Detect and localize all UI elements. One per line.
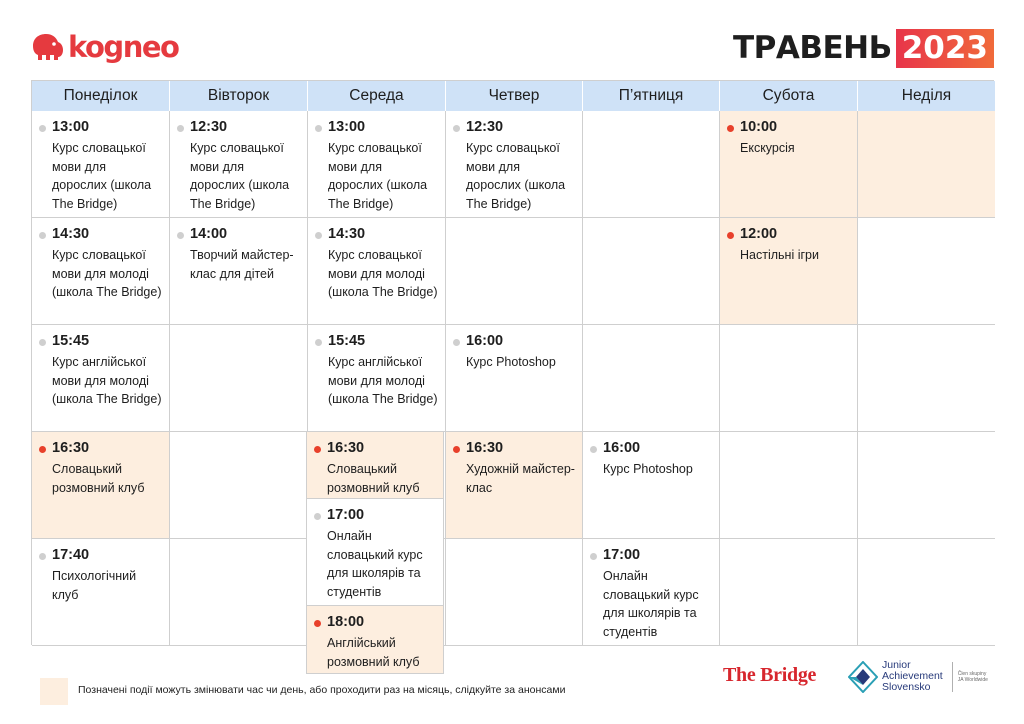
event-time: 15:45 xyxy=(328,333,366,349)
event-title: Курс словацької мови для дорослих (школа The Bridge) xyxy=(190,141,290,211)
event-time: 13:00 xyxy=(328,119,366,135)
day-header-mon: Понеділок xyxy=(32,81,170,111)
day-header-wed: Середа xyxy=(308,81,446,111)
event-card xyxy=(170,218,308,325)
event-card xyxy=(583,432,720,539)
event-dot xyxy=(39,125,46,132)
empty-cell xyxy=(858,539,995,646)
event-time: 10:00 xyxy=(740,119,778,135)
event-time: 14:30 xyxy=(52,226,90,242)
empty-cell xyxy=(446,539,583,646)
year-badge: 2023 xyxy=(896,29,994,68)
day-header-sat: Субота xyxy=(720,81,858,111)
ja-name xyxy=(882,660,943,693)
empty-cell xyxy=(583,218,720,325)
event-title: Курс Photoshop xyxy=(466,355,556,369)
empty-cell xyxy=(720,539,858,646)
empty-cell xyxy=(170,432,308,539)
event-time: 16:30 xyxy=(52,440,90,456)
event-dot xyxy=(453,125,460,132)
empty-cell xyxy=(170,539,308,646)
event-card xyxy=(32,539,170,646)
day-header-tue: Вівторок xyxy=(170,81,308,111)
event-dot xyxy=(177,232,184,239)
event-time: 16:30 xyxy=(327,440,365,456)
event-card xyxy=(306,431,444,499)
kogneo-logo xyxy=(30,28,178,66)
highlighted-empty-cell xyxy=(858,111,995,218)
empty-cell xyxy=(720,325,858,432)
event-time: 16:00 xyxy=(603,440,641,456)
event-dot xyxy=(727,125,734,132)
event-card xyxy=(308,111,446,218)
event-dot xyxy=(727,232,734,239)
ja-mark-icon xyxy=(848,661,878,693)
empty-cell xyxy=(858,325,995,432)
event-card xyxy=(306,498,444,606)
event-title: Творчий майстер-клас для дітей xyxy=(190,248,294,281)
event-card xyxy=(32,325,170,432)
event-card xyxy=(446,325,583,432)
day-header-fri: П’ятниця xyxy=(583,81,720,111)
event-title: Курс словацької мови для дорослих (школа The Bridge) xyxy=(328,141,428,211)
event-dot xyxy=(315,339,322,346)
event-title: Курс англійської мови для молоді (школа The Bridge) xyxy=(328,355,438,407)
brand-name: kogneo xyxy=(68,30,179,64)
event-card xyxy=(306,605,444,674)
event-title: Онлайн словацький курс для школярів та студентів xyxy=(327,529,423,599)
ja-line: Achievement xyxy=(882,670,943,682)
event-time: 18:00 xyxy=(327,614,365,630)
event-time: 14:00 xyxy=(190,226,228,242)
event-title: Курс словацької мови для молоді (школа The Bridge) xyxy=(52,248,162,300)
event-card xyxy=(720,218,858,325)
ja-small-line: JA Worldwide xyxy=(957,676,988,683)
event-time: 17:00 xyxy=(603,547,641,563)
event-title: Екскурсія xyxy=(740,141,795,155)
event-card xyxy=(583,539,720,646)
ja-line: Junior xyxy=(882,659,911,671)
event-dot xyxy=(453,339,460,346)
event-dot xyxy=(177,125,184,132)
event-title: Словацький розмовний клуб xyxy=(52,462,145,495)
event-dot xyxy=(314,513,321,520)
event-card xyxy=(32,218,170,325)
event-card xyxy=(32,111,170,218)
event-dot xyxy=(39,446,46,453)
event-title: Словацький розмовний клуб xyxy=(327,462,420,495)
event-card xyxy=(446,111,583,218)
event-time: 13:00 xyxy=(52,119,90,135)
empty-cell xyxy=(858,218,995,325)
event-time: 17:00 xyxy=(327,507,365,523)
event-dot xyxy=(39,553,46,560)
event-title: Курс словацької мови для молоді (школа The Bridge) xyxy=(328,248,438,300)
event-dot xyxy=(314,446,321,453)
divider xyxy=(952,662,953,692)
event-card xyxy=(308,218,446,325)
event-title: Курс англійської мови для молоді (школа The Bridge) xyxy=(52,355,162,407)
event-dot xyxy=(590,553,597,560)
event-time: 12:00 xyxy=(740,226,778,242)
event-time: 16:00 xyxy=(466,333,504,349)
empty-cell xyxy=(583,325,720,432)
empty-cell xyxy=(858,432,995,539)
day-header-sun: Неділя xyxy=(858,81,995,111)
event-dot xyxy=(315,125,322,132)
event-time: 14:30 xyxy=(328,226,366,242)
ja-line: Slovensko xyxy=(882,681,931,693)
event-title: Настільні ігри xyxy=(740,248,819,262)
page-title xyxy=(733,29,994,68)
event-card xyxy=(308,325,446,432)
ja-member-note xyxy=(958,671,988,683)
event-dot xyxy=(315,232,322,239)
event-title: Психологічний клуб xyxy=(52,569,137,602)
junior-achievement-logo xyxy=(848,660,988,693)
event-dot xyxy=(39,339,46,346)
event-time: 15:45 xyxy=(52,333,90,349)
event-title: Англійський розмовний клуб xyxy=(327,636,420,669)
event-time: 12:30 xyxy=(466,119,504,135)
event-dot xyxy=(453,446,460,453)
empty-cell xyxy=(583,111,720,218)
legend-swatch xyxy=(40,678,68,705)
event-time: 16:30 xyxy=(466,440,504,456)
calendar-grid xyxy=(31,80,994,645)
event-title: Курс словацької мови для дорослих (школа The Bridge) xyxy=(466,141,566,211)
event-card xyxy=(720,111,858,218)
elephant-icon xyxy=(30,33,64,61)
legend-text: Позначені події можуть змінювати час чи день, або проходити раз на місяць, слідкуйте за анонсами xyxy=(78,684,566,696)
event-title: Онлайн словацький курс для школярів та студентів xyxy=(603,569,699,639)
event-title: Курс Photoshop xyxy=(603,462,693,476)
event-time: 12:30 xyxy=(190,119,228,135)
the-bridge-logo: The Bridge xyxy=(723,664,817,686)
month-title: ТРАВЕНЬ xyxy=(732,30,892,66)
event-title: Курс словацької мови для дорослих (школа The Bridge) xyxy=(52,141,152,211)
event-card xyxy=(170,111,308,218)
empty-cell xyxy=(170,325,308,432)
event-title: Художній майстер-клас xyxy=(466,462,575,495)
event-card xyxy=(446,432,583,539)
event-card xyxy=(32,432,170,539)
event-dot xyxy=(314,620,321,627)
empty-cell xyxy=(446,218,583,325)
day-header-thu: Четвер xyxy=(446,81,583,111)
ja-small-line: Člen skupiny xyxy=(957,670,987,677)
event-time: 17:40 xyxy=(52,547,90,563)
event-dot xyxy=(39,232,46,239)
event-dot xyxy=(590,446,597,453)
empty-cell xyxy=(720,432,858,539)
